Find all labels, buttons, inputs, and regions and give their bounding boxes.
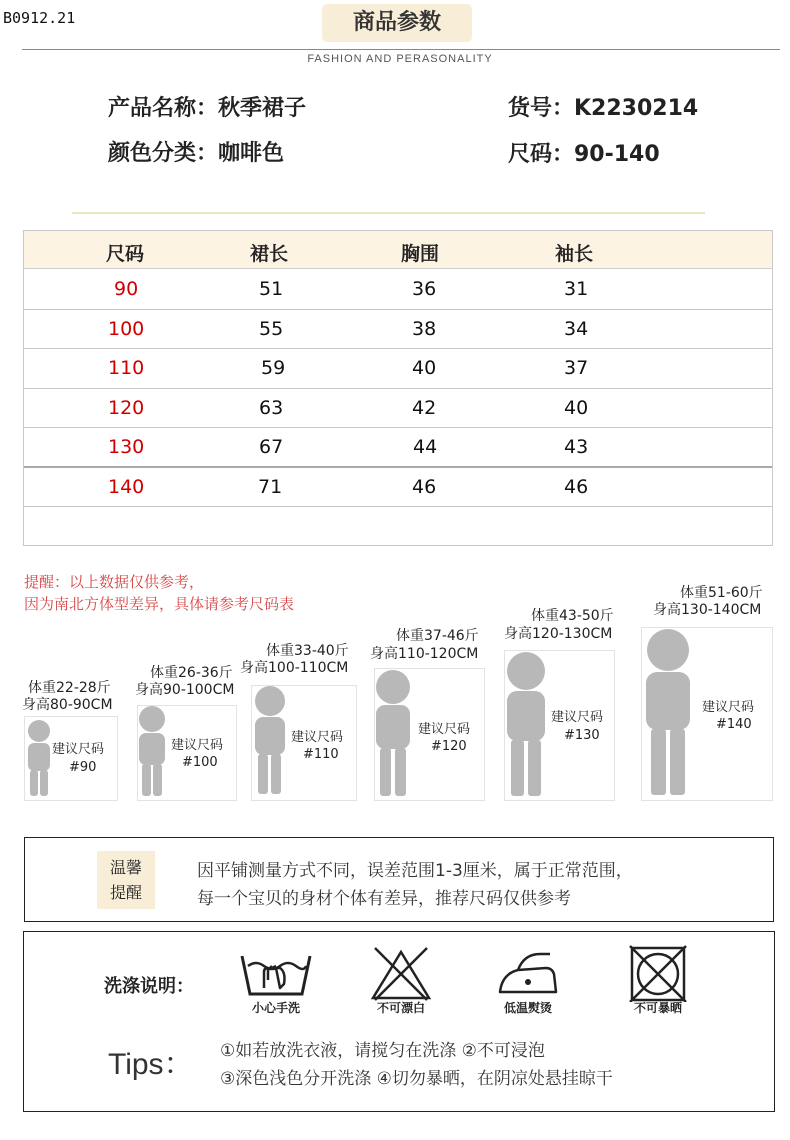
size-table [23,230,773,546]
table-row [24,389,772,429]
cell-size: 110 [108,357,145,379]
section-divider [72,212,705,214]
notice-line-2: 每一个宝贝的身材个体有差异，推荐尺码仅供参考 [197,889,571,909]
cell-chest: 42 [412,396,437,419]
cell-size: 130 [108,436,145,458]
kid-height: 身高100-110CM [240,660,349,676]
kid-height: 身高120-130CM [504,626,613,642]
kid-weight: 体重22-28斤 [28,680,111,696]
cell-size: 120 [108,396,145,419]
kid-suggest-label: 建议尺码 [291,730,344,745]
notice-line-1: 因平铺测量方式不同，误差范围1-3厘米，属于正常范围， [197,861,633,881]
cell-skirt-length: 59 [261,357,286,379]
product-size-range: 尺码：90-140 [508,142,660,167]
kid-suggest-size: #90 [69,760,97,775]
page-subtitle: FASHION AND PERASONALITY [307,53,493,65]
child-silhouette-icon [369,668,417,800]
cell-skirt-length: 51 [259,278,284,300]
notice-box [24,837,774,922]
kid-height: 身高90-100CM [135,682,235,698]
cell-sleeve: 46 [564,475,589,498]
kid-suggest-label: 建议尺码 [418,722,471,737]
kid-height: 身高110-120CM [370,646,479,662]
header-sleeve: 袖长 [555,243,594,265]
cell-size: 140 [108,475,145,498]
child-silhouette-icon [22,718,56,800]
washing-title: 洗涤说明： [104,976,194,997]
hand-wash-label: 小心手洗 [251,1001,300,1015]
kid-weight: 体重37-46斤 [396,628,479,644]
notice-tag-line-2: 提醒 [109,883,142,902]
cell-sleeve: 40 [564,396,589,419]
notice-tag-line-1: 温馨 [109,858,142,877]
header-divider [22,49,780,50]
cell-size: 100 [108,317,145,340]
cell-skirt-length: 67 [259,436,284,458]
kid-suggest-label: 建议尺码 [52,742,105,757]
reminder-line-1: 提醒：以上数据仅供参考， [24,573,205,591]
kid-height: 身高80-90CM [22,697,113,713]
cell-chest: 44 [413,436,438,458]
child-silhouette-icon [499,650,553,800]
table-row [24,310,772,350]
kid-suggest-label: 建议尺码 [702,700,755,715]
kid-suggest-size: #110 [303,747,339,762]
product-code: B0912.21 [3,9,76,27]
cell-chest: 36 [412,278,437,300]
kid-suggest-size: #120 [431,739,467,754]
header-chest: 胸围 [401,243,440,265]
tip-line-2: ③深色浅色分开洗涤 ④切勿暴晒，在阴凉处悬挂晾干 [220,1069,613,1089]
kid-weight: 体重43-50斤 [531,608,614,624]
cell-sleeve: 34 [564,317,589,340]
low-iron-icon [488,944,568,1002]
reminder-line-2: 因为南北方体型差异，具体请参考尺码表 [24,595,295,613]
kid-suggest-label: 建议尺码 [551,710,604,725]
cell-skirt-length: 71 [258,475,283,498]
cell-skirt-length: 55 [259,317,284,340]
kid-suggest-size: #130 [564,728,600,743]
no-tumble-dry-icon [618,944,698,1002]
product-color: 颜色分类：咖啡色 [108,141,285,166]
low-iron-label: 低温熨烫 [503,1001,552,1015]
table-row [24,349,772,389]
cell-skirt-length: 63 [259,396,284,419]
product-sku: 货号：K2230214 [508,96,699,121]
cell-size: 90 [114,278,139,300]
table-row [24,468,772,508]
no-tumble-dry-label: 不可暴晒 [633,1001,682,1015]
kid-suggest-size: #140 [716,717,752,732]
kid-height: 身高130-140CM [653,602,762,618]
no-bleach-label: 不可漂白 [376,1001,425,1015]
washing-instructions [23,931,775,1112]
cell-sleeve: 37 [564,357,589,379]
kid-weight: 体重33-40斤 [266,643,349,659]
table-header [24,231,772,269]
cell-sleeve: 43 [564,436,589,458]
page-title: 商品参数 [322,4,472,42]
hand-wash-icon [236,944,316,1002]
product-name: 产品名称：秋季裙子 [108,96,307,121]
notice-tag [97,851,155,909]
tips-label: Tips： [108,1048,194,1081]
kid-weight: 体重51-60斤 [680,585,763,601]
kid-suggest-size: #100 [182,755,218,770]
cell-chest: 40 [412,357,437,379]
cell-chest: 38 [412,317,437,340]
header-skirt-length: 裙长 [250,243,289,265]
kid-weight: 体重26-36斤 [150,665,233,681]
child-silhouette-icon [638,627,698,799]
table-row-empty [24,507,772,545]
kid-suggest-label: 建议尺码 [171,738,224,753]
cell-chest: 46 [412,475,437,498]
no-bleach-icon [361,944,441,1002]
cell-sleeve: 31 [564,278,589,300]
tip-line-1: ①如若放洗衣液，请搅匀在洗涤 ②不可浸泡 [220,1041,545,1061]
table-row [24,270,772,310]
child-silhouette-icon [133,704,171,800]
child-silhouette-icon [248,684,292,798]
header-size: 尺码 [106,243,145,265]
table-row [24,428,772,468]
